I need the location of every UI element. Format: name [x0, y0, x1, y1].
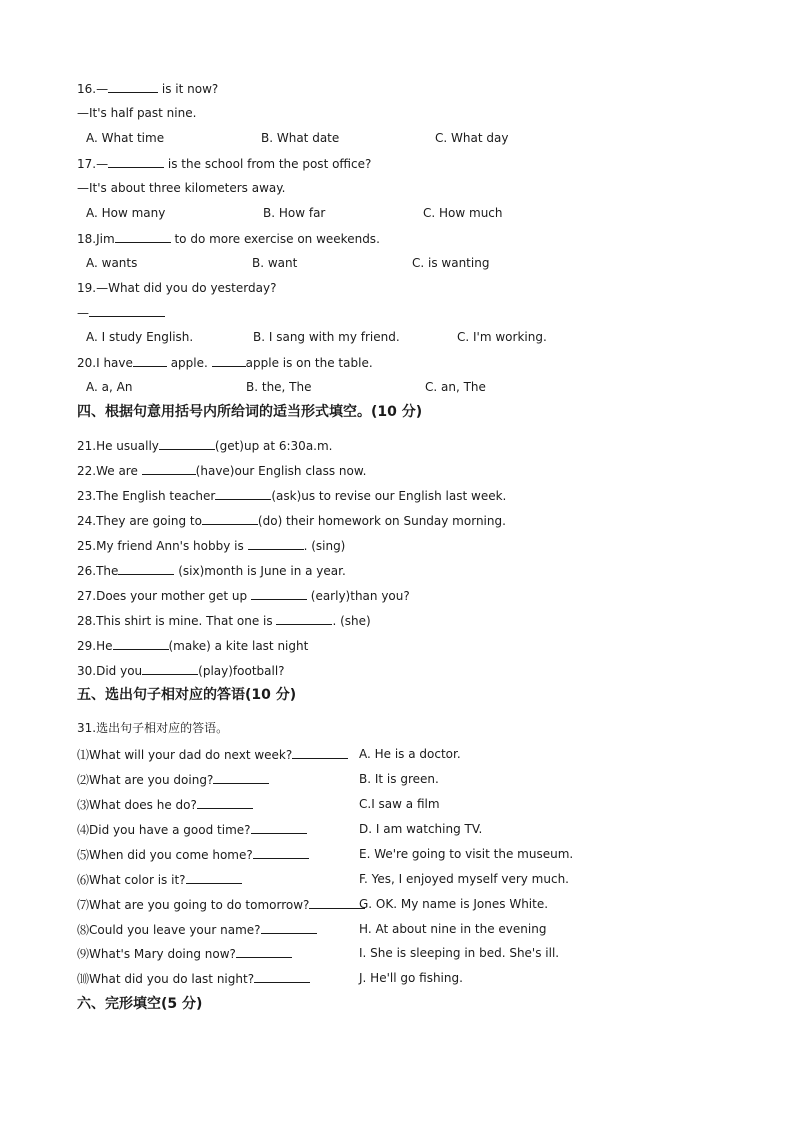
q22-pre: 22.We are: [77, 464, 142, 478]
q22-blank[interactable]: [142, 462, 196, 475]
match-question-3: [77, 796, 253, 813]
match-question-3-blank[interactable]: [197, 796, 253, 809]
question-26: [77, 562, 346, 579]
match-answer-b[interactable]: B. It is green.: [359, 772, 439, 786]
match-question-1-text: ⑴What will your dad do next week?: [77, 748, 293, 762]
match-question-9-blank[interactable]: [236, 945, 292, 958]
question-19: 19.—What did you do yesterday?: [77, 281, 277, 295]
match-question-8-text: ⑻Could you leave your name?: [77, 923, 261, 937]
question-23: [77, 487, 506, 504]
match-question-6-blank[interactable]: [186, 871, 242, 884]
match-question-1: [77, 746, 348, 763]
q24-post: (do) their homework on Sunday morning.: [257, 514, 506, 528]
section-5-title: 五、选出句子相对应的答语(10 分): [77, 687, 297, 703]
q18-option-a[interactable]: A. wants: [86, 256, 138, 270]
q20-blank-2[interactable]: [212, 354, 246, 367]
q20-suffix: apple is on the table.: [245, 356, 373, 370]
match-question-1-blank[interactable]: [292, 746, 348, 759]
q25-blank[interactable]: [248, 537, 304, 550]
question-25: [77, 537, 345, 554]
q20-option-a[interactable]: A. a, An: [86, 380, 133, 394]
q22-post: (have)our English class now.: [195, 464, 367, 478]
q26-post: (six)month is June in a year.: [174, 564, 346, 578]
q24-blank[interactable]: [202, 512, 258, 525]
q18-blank[interactable]: [115, 230, 171, 243]
match-question-4: [77, 821, 307, 838]
question-28: [77, 612, 371, 629]
q19-option-b[interactable]: B. I sang with my friend.: [253, 330, 400, 344]
match-answer-h[interactable]: H. At about nine in the evening: [359, 922, 547, 936]
match-question-8: [77, 921, 317, 938]
q25-pre: 25.My friend Ann's hobby is: [77, 539, 248, 553]
match-question-5-text: ⑸When did you come home?: [77, 848, 253, 862]
q19-blank[interactable]: [89, 304, 165, 317]
q24-pre: 24.They are going to: [77, 514, 202, 528]
q27-blank[interactable]: [251, 587, 307, 600]
q19-option-a[interactable]: A. I study English.: [86, 330, 194, 344]
match-question-7: [77, 896, 365, 913]
question-31-intro: 31.选出句子相对应的答语。: [77, 721, 229, 735]
q29-blank[interactable]: [113, 637, 169, 650]
question-16: [77, 80, 218, 97]
q17-option-a[interactable]: A. How many: [86, 206, 166, 220]
match-question-3-text: ⑶What does he do?: [77, 798, 197, 812]
q27-pre: 27.Does your mother get up: [77, 589, 251, 603]
q18-suffix: to do more exercise on weekends.: [170, 232, 380, 246]
section-4-title: 四、根据句意用括号内所给词的适当形式填空。(10 分): [77, 404, 423, 420]
question-17: [77, 155, 371, 172]
question-30: [77, 662, 285, 679]
question-22: [77, 462, 366, 479]
q23-pre: 23.The English teacher: [77, 489, 216, 503]
match-question-8-blank[interactable]: [261, 921, 317, 934]
q20-option-c[interactable]: C. an, The: [425, 380, 486, 394]
question-29: [77, 637, 308, 654]
match-question-5: [77, 846, 309, 863]
match-question-6: [77, 871, 242, 888]
match-question-10-text: ⑽What did you do last night?: [77, 972, 255, 986]
q17-blank[interactable]: [108, 155, 164, 168]
match-question-6-text: ⑹What color is it?: [77, 873, 186, 887]
q17-prefix: 17.—: [77, 157, 109, 171]
q20-blank-1[interactable]: [133, 354, 167, 367]
q20-option-b[interactable]: B. the, The: [246, 380, 312, 394]
q26-blank[interactable]: [118, 562, 174, 575]
q19-dash: —: [77, 306, 89, 320]
q28-pre: 28.This shirt is mine. That one is: [77, 614, 277, 628]
q19-answer-line: [77, 304, 165, 321]
q25-post: . (sing): [303, 539, 346, 553]
match-question-9-text: ⑼What's Mary doing now?: [77, 947, 236, 961]
q17-option-c[interactable]: C. How much: [423, 206, 503, 220]
q21-blank[interactable]: [159, 437, 215, 450]
match-question-10-blank[interactable]: [254, 970, 310, 983]
match-answer-c[interactable]: C.I saw a film: [359, 797, 440, 811]
match-question-2-text: ⑵What are you doing?: [77, 773, 214, 787]
q17-option-b[interactable]: B. How far: [263, 206, 326, 220]
question-21: [77, 437, 333, 454]
q30-pre: 30.Did you: [77, 664, 143, 678]
q19-option-c[interactable]: C. I'm working.: [457, 330, 547, 344]
q30-post: (play)football?: [198, 664, 285, 678]
match-answer-f[interactable]: F. Yes, I enjoyed myself very much.: [359, 872, 569, 886]
question-27: [77, 587, 410, 604]
question-20: [77, 354, 373, 371]
match-answer-e[interactable]: E. We're going to visit the museum.: [359, 847, 574, 861]
q21-post: (get)up at 6:30a.m.: [214, 439, 333, 453]
match-question-2: [77, 771, 269, 788]
q28-blank[interactable]: [276, 612, 332, 625]
q21-pre: 21.He usually: [77, 439, 159, 453]
question-24: [77, 512, 506, 529]
match-question-4-blank[interactable]: [251, 821, 307, 834]
q20-prefix: 20.I have: [77, 356, 133, 370]
q26-pre: 26.The: [77, 564, 119, 578]
match-answer-a[interactable]: A. He is a doctor.: [359, 747, 461, 761]
q18-option-c[interactable]: C. is wanting: [412, 256, 490, 270]
q16-option-c[interactable]: C. What day: [435, 131, 509, 145]
match-answer-g[interactable]: G. OK. My name is Jones White.: [359, 897, 549, 911]
q29-pre: 29.He: [77, 639, 113, 653]
match-answer-j[interactable]: J. He'll go fishing.: [359, 971, 463, 985]
q29-post: (make) a kite last night: [168, 639, 309, 653]
q16-answer: —It's half past nine.: [77, 106, 197, 120]
match-question-2-blank[interactable]: [213, 771, 269, 784]
section-6-title: 六、完形填空(5 分): [77, 996, 203, 1012]
match-question-9: [77, 945, 292, 962]
q17-suffix: is the school from the post office?: [164, 157, 372, 171]
q18-prefix: 18.Jim: [77, 232, 115, 246]
q20-middle: apple.: [166, 356, 212, 370]
q16-prefix: 16.—: [77, 82, 109, 96]
q30-blank[interactable]: [142, 662, 198, 675]
match-question-7-blank[interactable]: [309, 896, 365, 909]
q23-blank[interactable]: [215, 487, 271, 500]
match-question-7-text: ⑺What are you going to do tomorrow?: [77, 898, 310, 912]
q16-option-a[interactable]: A. What time: [86, 131, 165, 145]
q28-post: . (she): [332, 614, 371, 628]
match-answer-i[interactable]: I. She is sleeping in bed. She's ill.: [359, 946, 560, 960]
match-question-4-text: ⑷Did you have a good time?: [77, 823, 251, 837]
q16-option-b[interactable]: B. What date: [261, 131, 340, 145]
match-question-5-blank[interactable]: [253, 846, 309, 859]
q18-option-b[interactable]: B. want: [252, 256, 298, 270]
question-18: [77, 230, 380, 247]
q27-post: (early)than you?: [306, 589, 410, 603]
q16-blank[interactable]: [108, 80, 158, 93]
match-question-10: [77, 970, 310, 987]
match-answer-d[interactable]: D. I am watching TV.: [359, 822, 483, 836]
q17-answer: —It's about three kilometers away.: [77, 181, 286, 195]
q23-post: (ask)us to revise our English last week.: [271, 489, 507, 503]
q16-suffix: is it now?: [158, 82, 219, 96]
